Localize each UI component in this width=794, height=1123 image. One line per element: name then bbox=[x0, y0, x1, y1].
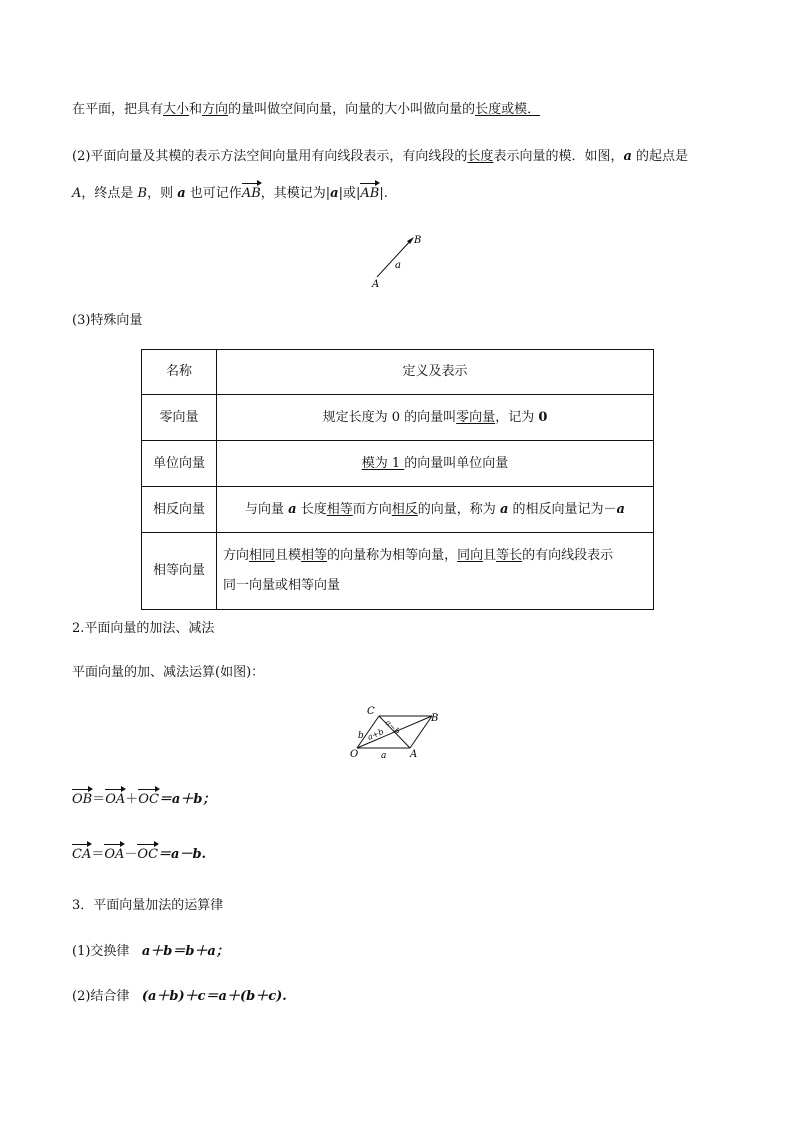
special-vectors-table bbox=[141, 349, 654, 610]
svg-text:O: O bbox=[350, 749, 359, 760]
intro-paragraph: 在平面，把具有大小和方向的量叫做空间向量，向量的大小叫做向量的长度或模． bbox=[72, 102, 541, 117]
equation-sum: OB＝OA＋OC＝a＋b； bbox=[72, 792, 216, 807]
representation-paragraph-line2: A，终点是 B，则 a 也可记作AB，其模记为|a|或|AB|. bbox=[72, 186, 388, 201]
vector-ab: AB bbox=[241, 186, 261, 201]
table-header-row bbox=[142, 350, 654, 395]
vector-ab-figure bbox=[366, 230, 426, 292]
vector-ab-modulus: AB bbox=[360, 186, 380, 201]
svg-text:a−b: a−b bbox=[383, 718, 402, 737]
table-row: 零向量 规定长度为 0 的向量叫零向量，记为 0 bbox=[142, 395, 654, 441]
representation-paragraph-line1: (2)平面向量及其模的表示方法空间向量用有向线段表示，有向线段的长度表示向量的模．如图，a 的起点是 bbox=[72, 149, 689, 164]
section-2-heading: 2.平面向量的加法、减法 bbox=[72, 621, 215, 636]
equation-difference: CA＝OA－OC＝a－b. bbox=[72, 847, 207, 862]
table-row: 相等向量 方向相同且模相等的向量称为相等向量，同向且等长的有向线段表示 同一向量或相等向量 bbox=[142, 533, 654, 610]
svg-text:C: C bbox=[367, 706, 375, 717]
special-vectors-heading: (3)特殊向量 bbox=[72, 313, 143, 328]
parallelogram-figure bbox=[345, 703, 450, 763]
svg-text:a+b: a+b bbox=[366, 727, 386, 742]
underline-size: 大小 bbox=[163, 102, 190, 117]
svg-text:A: A bbox=[410, 749, 418, 760]
commutative-law: (1)交换律 a＋b＝b＋a； bbox=[72, 944, 229, 959]
associative-law: (2)结合律 (a＋b)＋c＝a＋(b＋c). bbox=[72, 989, 287, 1004]
header-name: 名称 bbox=[142, 350, 217, 395]
label-a: a bbox=[395, 260, 401, 271]
section-3-heading: 3．平面向量加法的运算律 bbox=[72, 898, 224, 913]
svg-text:a: a bbox=[381, 751, 387, 761]
header-definition: 定义及表示 bbox=[217, 350, 654, 395]
label-b: B bbox=[414, 235, 422, 246]
label-a-start: A bbox=[372, 279, 380, 290]
table-row: 单位向量 模为 1 的向量叫单位向量 bbox=[142, 441, 654, 487]
table-row: 相反向量 与向量 a 长度相等而方向相反的向量，称为 a 的相反向量记为－a bbox=[142, 487, 654, 533]
vector-line bbox=[377, 239, 412, 277]
svg-text:b: b bbox=[358, 731, 364, 741]
add-subtract-intro: 平面向量的加、减法运算(如图)： bbox=[72, 665, 265, 680]
underline-length-or-modulus: 长度或模． bbox=[475, 102, 541, 117]
svg-text:B: B bbox=[431, 713, 439, 724]
underline-direction: 方向 bbox=[202, 102, 229, 117]
